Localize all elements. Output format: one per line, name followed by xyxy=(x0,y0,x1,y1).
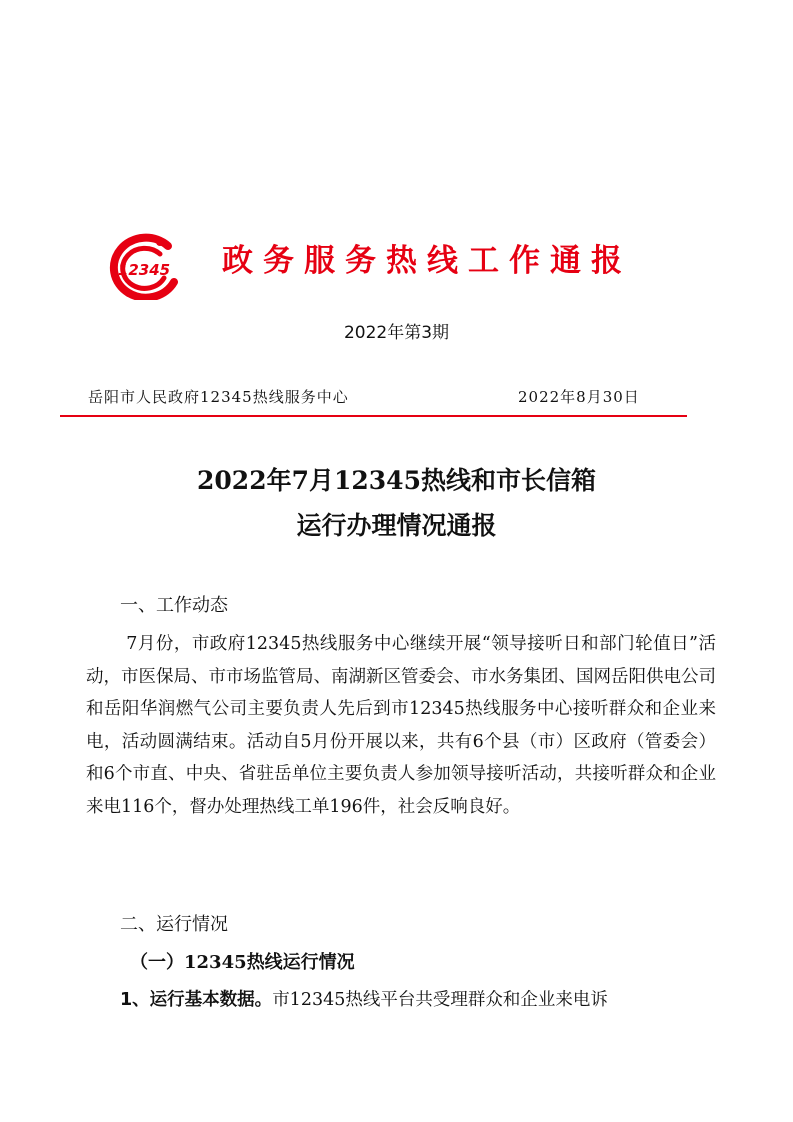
work-dynamics-paragraph: 7月份，市政府12345热线服务中心继续开展“领导接听日和部门轮值日”活动，市医保局、市市场监管局、南湖新区管委会、市水务集团、国网岳阳供电公司和岳阳华润燃气公司主要负责人先后到市12345热线服务中心接听群众和企业来电，活动圆满结束。活动自5月份开展以来，共有6个县（市）区政府（管委会）和6个市直、中央、省驻岳单位主要负责人参加领导接听活动，共接听群众和企业来电116个，督办处理热线工单196件，社会反响良好。 xyxy=(86,634,716,817)
item1-lead: 1、运行基本数据。 xyxy=(120,990,273,1010)
logo-text: 12345 xyxy=(117,261,171,279)
logo-dot xyxy=(156,238,164,246)
issuer: 岳阳市人民政府12345热线服务中心 xyxy=(88,388,349,406)
red-divider xyxy=(60,415,687,417)
item1-text: 市12345热线平台共受理群众和企业来电诉 xyxy=(272,990,608,1010)
subheading-hotline-operations: （一）12345热线运行情况 xyxy=(130,952,355,973)
issue-date: 2022年8月30日 xyxy=(518,388,640,406)
item1-line xyxy=(120,992,608,1010)
document-title-line1: 2022年7月12345热线和市长信箱 xyxy=(197,466,596,495)
section-heading-operations: 二、运行情况 xyxy=(120,914,228,935)
issue-number: 2022年第3期 xyxy=(343,323,450,343)
masthead-title: 政务服务热线工作通报 xyxy=(222,243,632,279)
document-title-line2: 运行办理情况通报 xyxy=(296,511,497,540)
section-heading-work-dynamics: 一、工作动态 xyxy=(120,595,228,616)
12345-hotline-logo-icon xyxy=(104,232,182,300)
